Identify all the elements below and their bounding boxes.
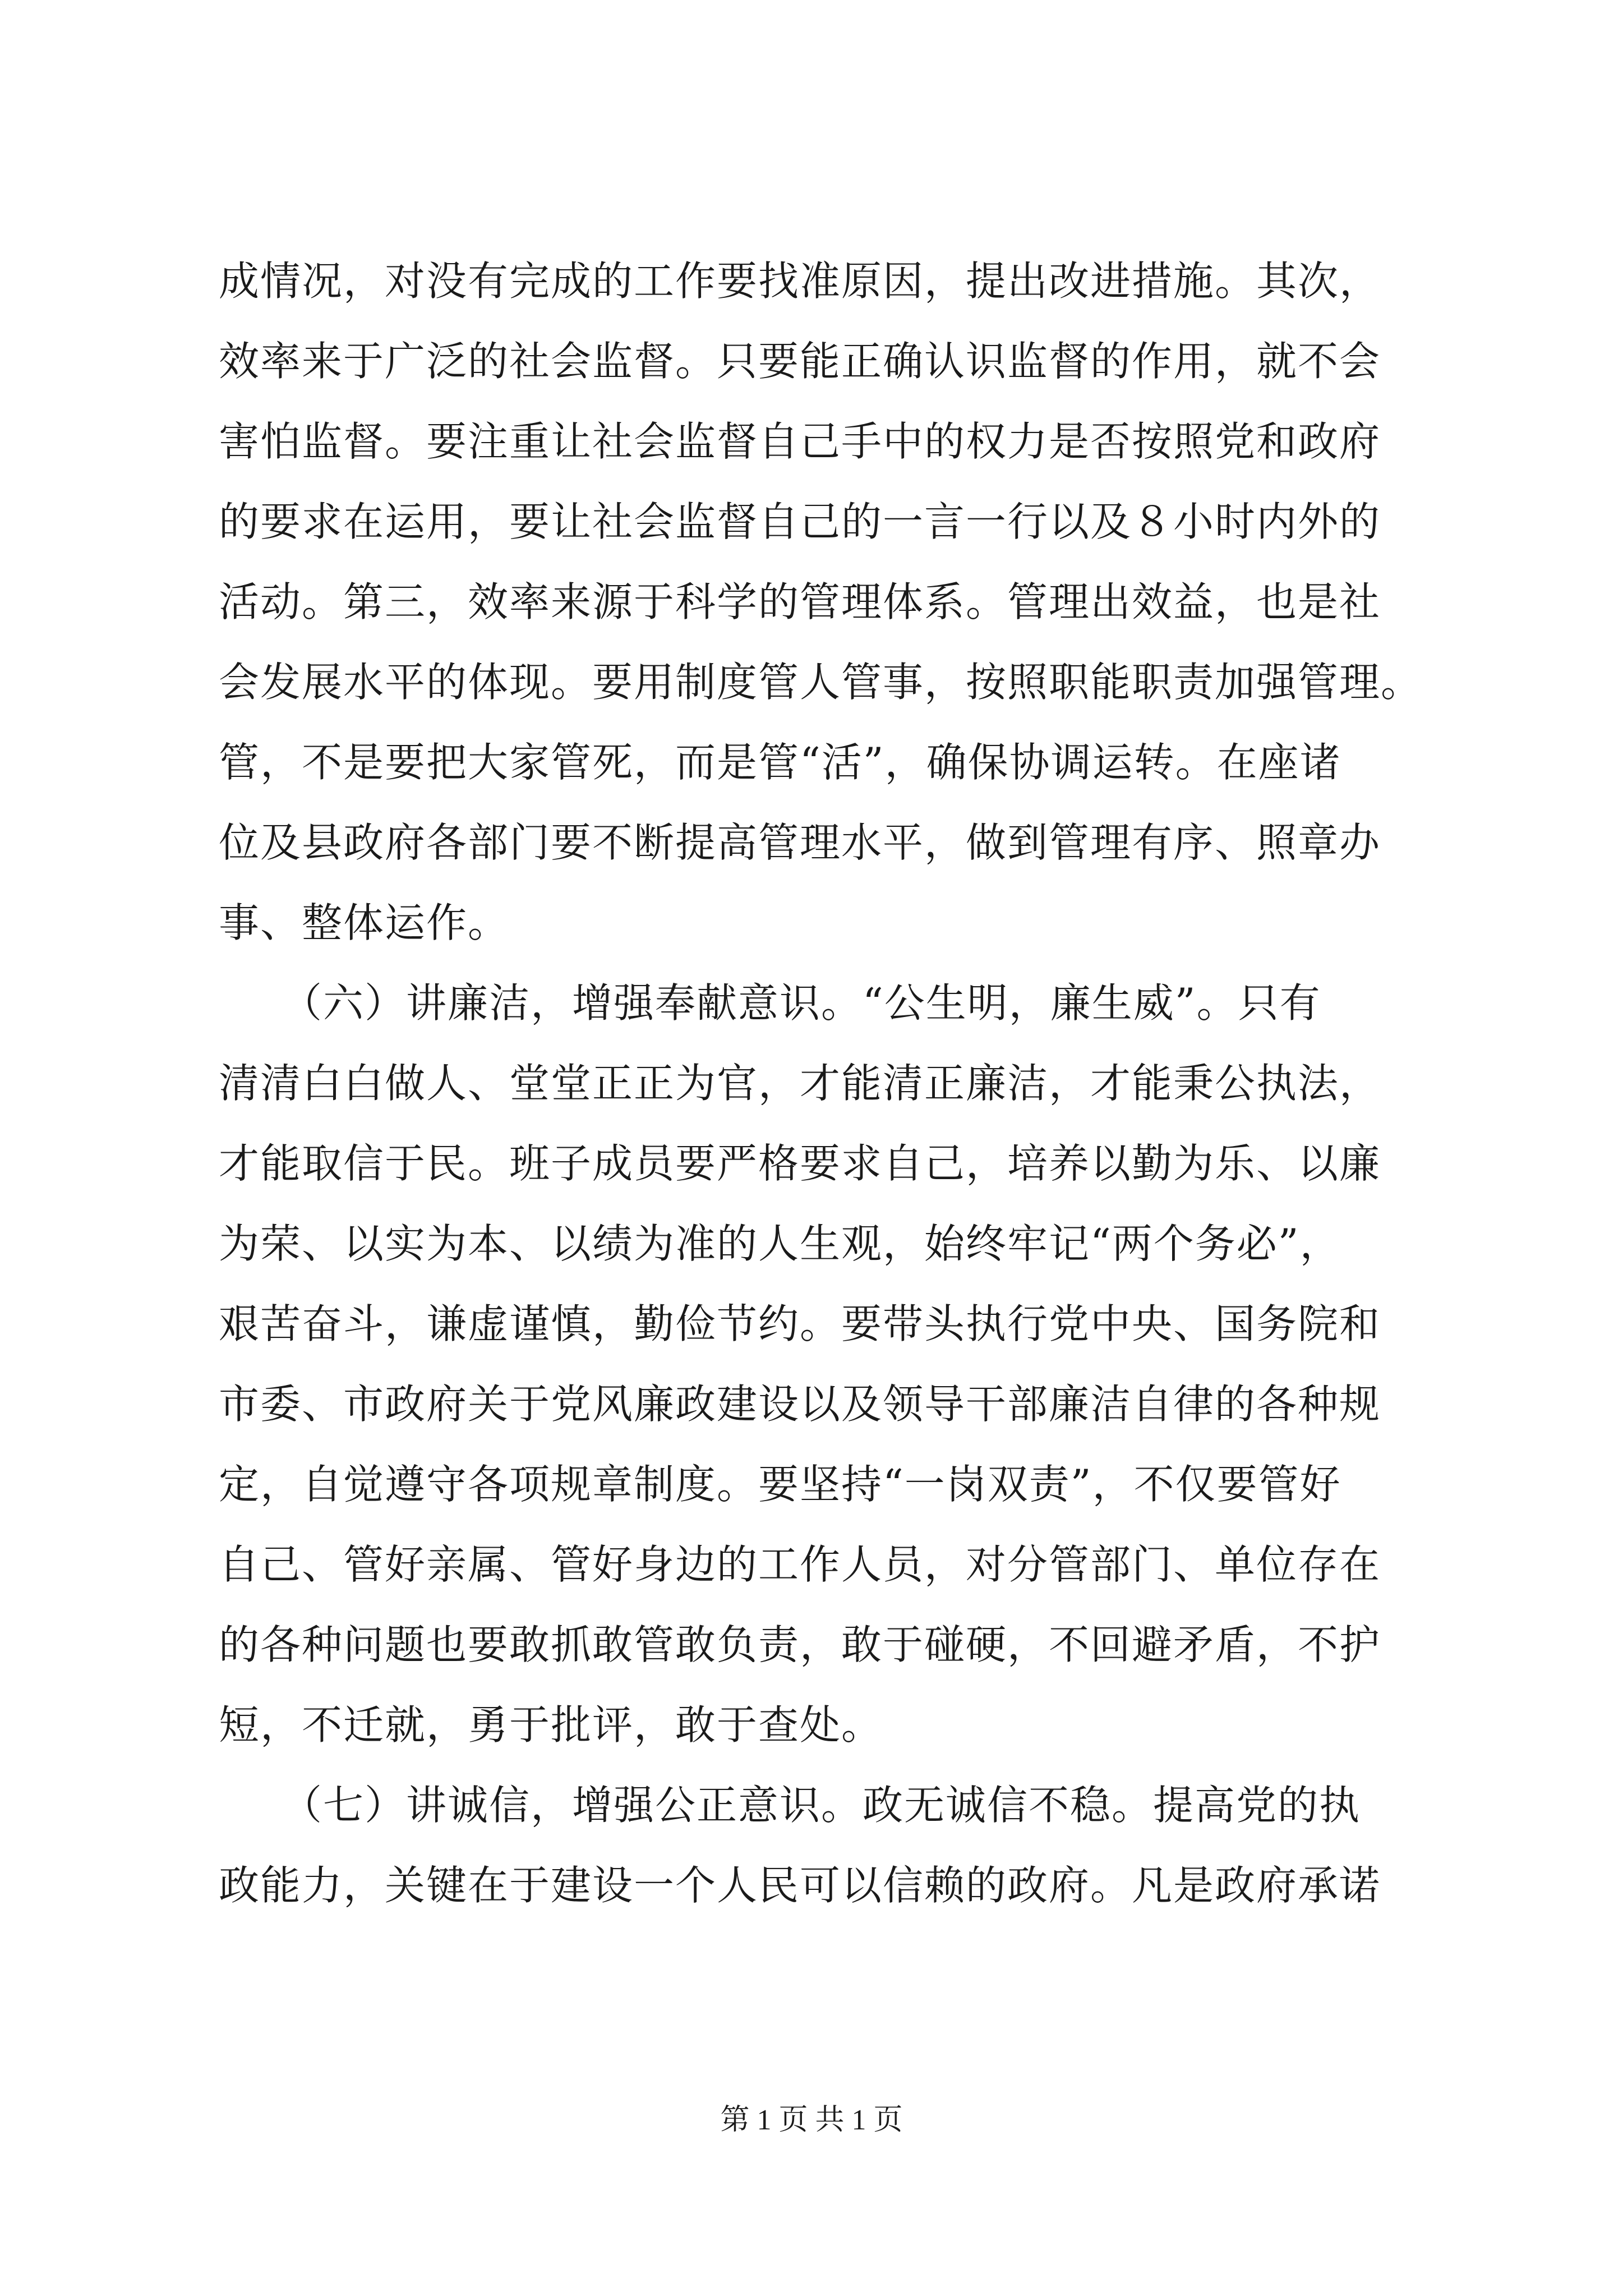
text-line: 艰苦奋斗，谦虚谨慎，勤俭节约。要带头执行党中央、国务院和 (219, 1300, 1381, 1347)
text-line: 效率来于广泛的社会监督。只要能正确认识监督的作用，就不会 (219, 338, 1381, 385)
text-line: 害怕监督。要注重让社会监督自己手中的权力是否按照党和政府 (219, 418, 1381, 465)
text-line: 成情况，对没有完成的工作要找准原因，提出改进措施。其次， (219, 257, 1381, 305)
text-line: 的各种问题也要敢抓敢管敢负责，敢于碰硬，不回避矛盾，不护 (219, 1621, 1381, 1668)
text-line: 会发展水平的体现。要用制度管人管事，按照职能职责加强管理。 (219, 659, 1423, 706)
text-line: （六）讲廉洁，增强奉献意识。“公生明，廉生威”。只有 (219, 979, 1321, 1027)
text-line: 清清白白做人、堂堂正正为官，才能清正廉洁，才能秉公执法， (219, 1060, 1381, 1107)
text-line: 政能力，关键在于建设一个人民可以信赖的政府。凡是政府承诺 (219, 1862, 1381, 1909)
text-line: 的要求在运用，要让社会监督自己的一言一行以及８小时内外的 (219, 498, 1381, 545)
text-line: 定，自觉遵守各项规章制度。要坚持“一岗双责”，不仅要管好 (219, 1461, 1341, 1508)
text-line: 自己、管好亲属、管好身边的工作人员，对分管部门、单位存在 (219, 1541, 1381, 1588)
document-body (219, 241, 1436, 1926)
page-number: 第 1 页 共 1 页 (720, 2104, 903, 2136)
text-line: 位及县政府各部门要不断提高管理水平，做到管理有序、照章办 (219, 819, 1381, 866)
text-line: （七）讲诚信，增强公正意识。政无诚信不稳。提高党的执 (219, 1782, 1361, 1829)
text-line: 活动。第三，效率来源于科学的管理体系。管理出效益，也是社 (219, 578, 1381, 625)
page-footer (0, 2101, 1623, 2140)
text-line: 市委、市政府关于党风廉政建设以及领导干部廉洁自律的各种规 (219, 1381, 1381, 1428)
text-line: 短，不迁就，勇于批评，敢于查处。 (219, 1701, 883, 1749)
text-line: 管，不是要把大家管死，而是管“活”，确保协调运转。在座诸 (219, 739, 1341, 786)
text-line: 事、整体运作。 (219, 899, 510, 946)
text-line: 为荣、以实为本、以绩为准的人生观，始终牢记“两个务必”， (219, 1220, 1341, 1267)
text-line: 才能取信于民。班子成员要严格要求自己，培养以勤为乐、以廉 (219, 1140, 1381, 1187)
